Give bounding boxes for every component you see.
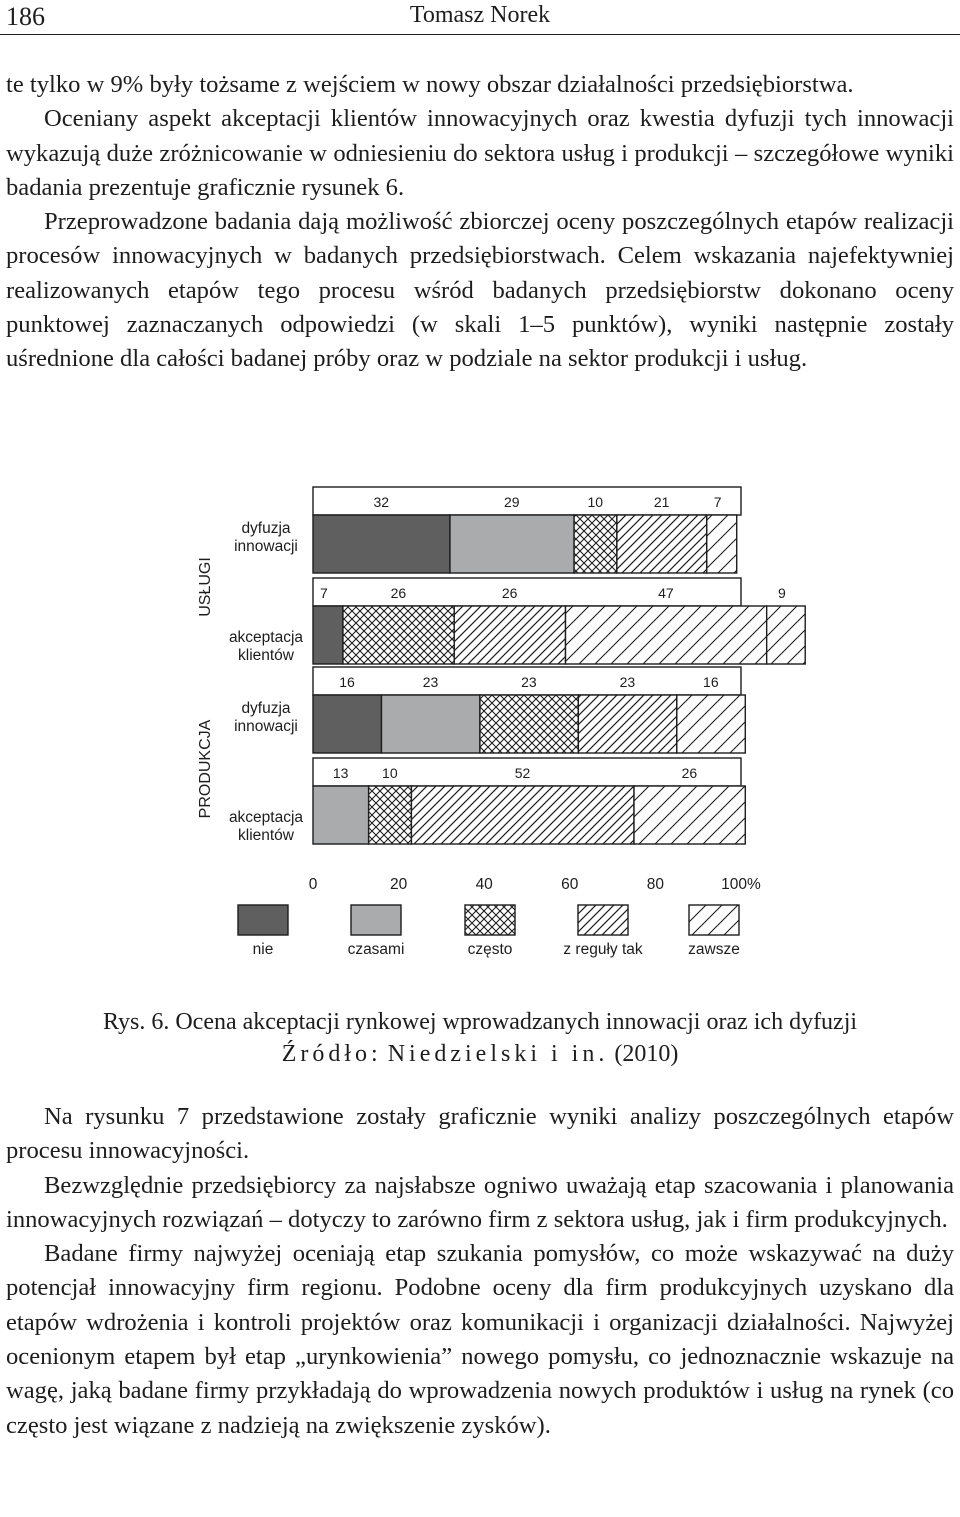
data-label: 26 (390, 585, 407, 601)
data-label: 26 (501, 585, 518, 601)
legend-swatch (238, 905, 288, 935)
page-header (0, 0, 960, 36)
data-label: 10 (382, 765, 398, 781)
data-label: 21 (653, 494, 670, 510)
paragraph: te tylko w 9% były tożsame z wejściem w nowy obszar działalności przedsiębiorstwa. (6, 71, 854, 98)
figure-source (0, 1038, 960, 1071)
data-label: 29 (504, 494, 520, 510)
bar-segment-często (574, 515, 617, 573)
group-label: PRODUKCJA (197, 719, 214, 819)
legend (238, 905, 740, 958)
data-label: 32 (373, 494, 390, 510)
bar-segment-często (369, 786, 412, 844)
bar-segment-z-reguły-tak (578, 695, 676, 753)
group-label: USŁUGI (197, 557, 214, 617)
body-text-top (6, 68, 954, 377)
source-label: Źródło: (281, 1041, 382, 1067)
stacked-bar-figure (0, 475, 960, 980)
source-year: (2010) (614, 1041, 679, 1067)
bar-segment-czasami (313, 786, 369, 844)
legend-swatch (578, 905, 628, 935)
source-authors: Niedzielski i in. (387, 1041, 609, 1067)
paragraph: Na rysunku 7 przedstawione zostały graficznie wyniki analizy poszczególnych etapów procesu innowacyjności. (6, 1103, 954, 1165)
bar-segment-z-reguły-tak (617, 515, 707, 573)
legend-label: nie (252, 941, 274, 958)
bar-segment-nie (313, 515, 450, 573)
paragraph: Badane firmy najwyżej oceniają etap szukania pomysłów, co może wskazywać na duży potencjał innowacyjny firm regionu. Podobne oceny dla firm produkcyjnych uzyskano dla etapów wdrożenia i kontroli projektów oraz komunikacji i organizacji działalności. Najwyżej ocenionym etapem był etap „urynkowienia” nowego pomysłu, co jednoznacznie wskazuje na wagę, jaką badane firmy przykładają do wprowadzenia nowych produktów i usług na rynek (co często jest wiązane z nadzieją na zwiększenie zysków). (6, 1240, 954, 1439)
plot-area (197, 487, 805, 893)
bar-segment-czasami (450, 515, 574, 573)
bar-segment-z-reguły-tak (411, 786, 634, 844)
row-label: akceptacja klientów (228, 629, 304, 664)
data-label: 7 (319, 585, 328, 601)
bar-segment-zawsze (677, 695, 745, 753)
data-label: 23 (521, 674, 537, 690)
x-tick-label: 40 (475, 876, 493, 893)
data-label: 10 (587, 494, 604, 510)
data-label: 7 (713, 494, 722, 510)
bar-segment-czasami (381, 695, 479, 753)
body-text-bottom (6, 1100, 954, 1443)
row-label: akceptacja klientów (228, 809, 304, 844)
data-label: 13 (332, 765, 349, 781)
data-label: 26 (681, 765, 698, 781)
data-label: 47 (658, 585, 674, 601)
data-label: 9 (777, 585, 786, 601)
x-tick-label: 20 (389, 876, 408, 893)
running-head-author: Tomasz Norek (409, 2, 551, 28)
bar-segment-zawsze (566, 606, 767, 664)
x-tick-label: 0 (308, 876, 318, 893)
value-box (313, 578, 741, 606)
bar-segment-nie (313, 695, 381, 753)
x-tick-label: 100% (721, 876, 761, 893)
legend-label: zawsze (688, 941, 740, 958)
header-rule (0, 34, 960, 35)
legend-swatch (465, 905, 515, 935)
data-label: 52 (514, 765, 531, 781)
bar-segment-zawsze (707, 515, 737, 573)
bar-segment-zawsze (634, 786, 745, 844)
x-tick-label: 80 (646, 876, 665, 893)
bar-segment-często (343, 606, 454, 664)
figure-caption: Rys. 6. Ocena akceptacji rynkowej wprowadzanych innowacji oraz ich dyfuzji (102, 1009, 858, 1035)
legend-swatch (689, 905, 739, 935)
bar-segment-często (480, 695, 578, 753)
paragraph: Przeprowadzone badania dają możliwość zbiorczej oceny poszczególnych etapów realizacji procesów innowacyjnych w badanych przedsiębiorstwach. Celem wskazania najefektywniej realizowanych etapów tego procesu wśród badanych przedsiębiorstw dokonano oceny punktowej zaznaczanych odpowiedzi (w skali 1–5 punktów), wyniki następnie zostały uśrednione dla całości badanej próby oraz w podziale na sektor produkcji i usług. (6, 208, 954, 373)
bar-segment-nie (313, 606, 343, 664)
data-label: 23 (619, 674, 636, 690)
page-number: 186 (6, 2, 45, 31)
data-label: 16 (703, 674, 719, 690)
legend-label: z reguły tak (563, 941, 643, 958)
x-tick-label: 60 (561, 876, 579, 893)
row-label: dyfuzja innowacji (234, 700, 298, 735)
row-label: dyfuzja innowacji (234, 520, 298, 555)
legend-swatch (351, 905, 401, 935)
legend-label: często (467, 941, 513, 958)
data-label: 16 (339, 674, 355, 690)
bar-segment-z-reguły-tak (454, 606, 565, 664)
bar-segment-zawsze (767, 606, 806, 664)
paragraph: Bezwzględnie przedsiębiorcy za najsłabsze ogniwo uważają etap szacowania i planowania innowacyjnych rozwiązań – dotyczy to zarówno firm z sektora usług, jak i firm produkcyjnych. (6, 1171, 954, 1233)
paragraph: Oceniany aspekt akceptacji klientów innowacyjnych oraz kwestia dyfuzji tych innowacji wykazują duże zróżnicowanie w odniesieniu do sektora usług i produkcji – szczegółowe wyniki badania prezentuje graficznie rysunek 6. (6, 105, 954, 201)
data-label: 23 (422, 674, 439, 690)
legend-label: czasami (347, 941, 405, 958)
